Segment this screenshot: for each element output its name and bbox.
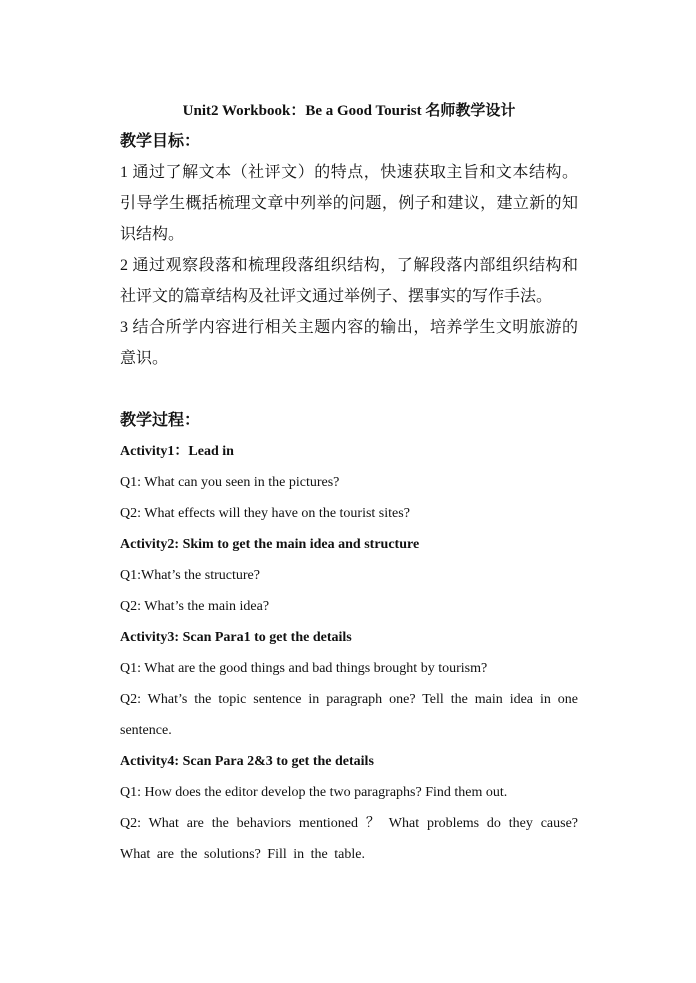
activity-1-heading: Activity1：Lead in bbox=[120, 444, 234, 459]
activity-4-heading: Activity4: Scan Para 2&3 to get the details bbox=[120, 754, 374, 769]
activity-3-question-1: Q1: What are the good things and bad things brought by tourism? bbox=[120, 661, 488, 676]
activity-1-question-2: Q2: What effects will they have on the tourist sites? bbox=[120, 506, 410, 521]
document-title: Unit2 Workbook：Be a Good Tourist 名师教学设计 bbox=[182, 103, 516, 119]
activity-2-heading: Activity2: Skim to get the main idea and structure bbox=[120, 537, 420, 552]
goal-item-3: 3 结合所学内容进行相关主题内容的输出，培养学生文明旅游的意识。 bbox=[120, 319, 578, 367]
activity-4-question-1: Q1: How does the editor develop the two paragraphs? Find them out. bbox=[120, 785, 508, 800]
process-heading: 教学过程： bbox=[120, 412, 201, 429]
goal-item-2: 2 通过观察段落和梳理段落组织结构，了解段落内部组织结构和社评文的篇章结构及社评文通过举例子、摆事实的写作手法。 bbox=[120, 257, 578, 305]
goal-item-1: 1 通过了解文本（社评文）的特点，快速获取主旨和文本结构。引导学生概括梳理文章中列举的问题，例子和建议，建立新的知识结构。 bbox=[120, 164, 578, 243]
section-spacer bbox=[120, 374, 578, 405]
activity-3-heading: Activity3: Scan Para1 to get the details bbox=[120, 630, 352, 645]
goals-heading: 教学目标： bbox=[120, 133, 201, 150]
activity-2-question-1: Q1:What’s the structure? bbox=[120, 568, 260, 583]
activity-2-question-2: Q2: What’s the main idea? bbox=[120, 599, 270, 614]
document-page bbox=[120, 96, 578, 870]
activity-4-question-2: Q2: What are the behaviors mentioned ？ What problems do they cause? What are the solutions? Fill in the table. bbox=[120, 816, 578, 862]
activity-3-question-2: Q2: What’s the topic sentence in paragraph one? Tell the main idea in one sentence. bbox=[120, 692, 578, 738]
activity-1-question-1: Q1: What can you seen in the pictures? bbox=[120, 475, 340, 490]
